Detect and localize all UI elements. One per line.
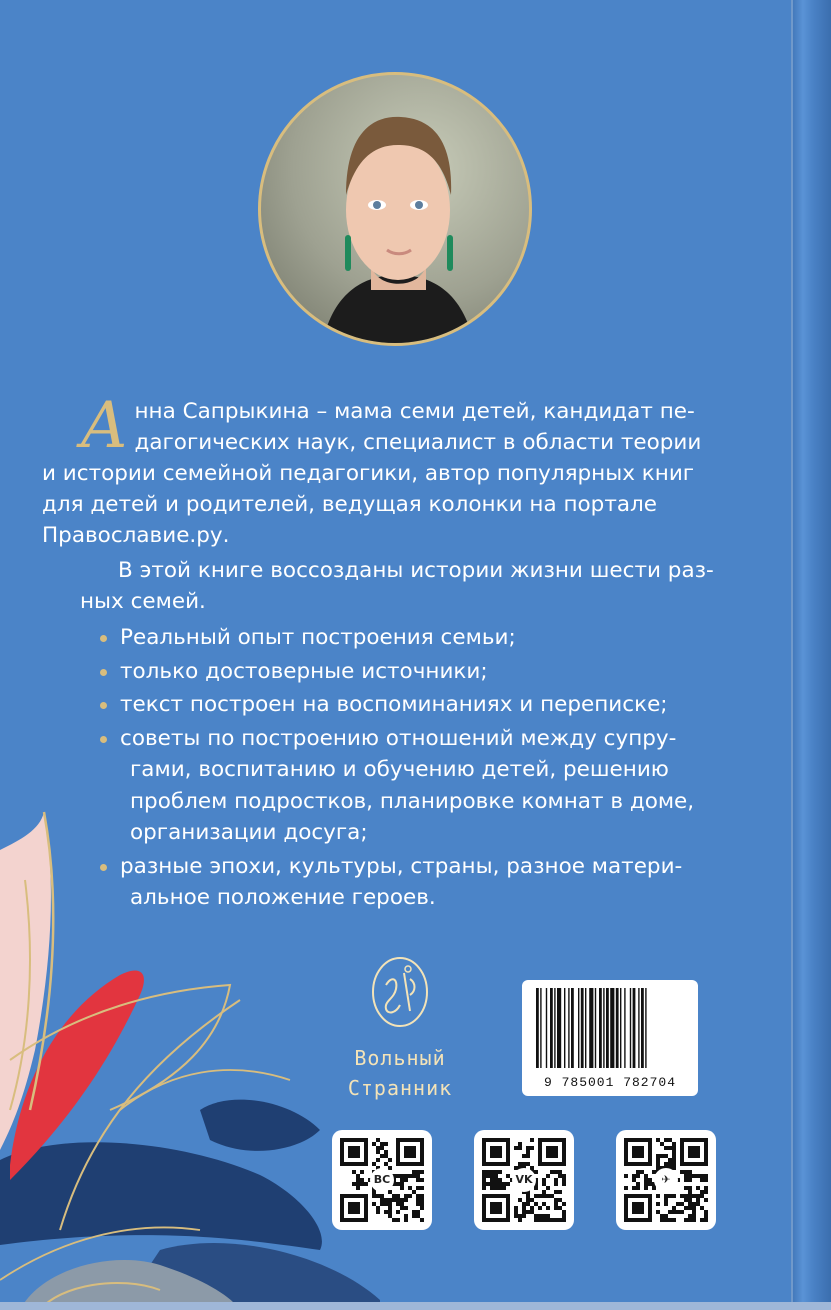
feature-line: проблем подростков, планировке комнат в доме, (130, 788, 695, 814)
feature-line: разные эпохи, культуры, страны, разное матери- (120, 853, 683, 879)
cover-bottom-edge (0, 1302, 831, 1310)
bio-line: дагогических наук, специалист в области теории (134, 430, 702, 455)
bullet-dot-icon (100, 635, 107, 642)
feature-line: организации досуга; (130, 820, 368, 845)
bio-line: нна Сапрыкина – мама семи детей, кандидат пе- (134, 399, 695, 424)
feature-line: гами, воспитанию и обучению детей, решению (130, 757, 669, 782)
telegram-icon: ✈ (654, 1168, 678, 1192)
bullet-dot-icon (100, 864, 107, 871)
bio-line: Православие.ру. (42, 523, 230, 548)
publisher-logo-icon: ВС (370, 1168, 394, 1192)
book-intro (80, 555, 720, 617)
book-spine (791, 0, 831, 1310)
feature-item (112, 656, 732, 688)
features-list (112, 622, 732, 916)
intro-line: ных семей. (80, 589, 206, 614)
feature-item (112, 622, 732, 654)
spine-edge (791, 0, 793, 1310)
feature-line: советы по построению отношений между супру- (120, 725, 677, 751)
feature-item (112, 723, 732, 849)
feature-line: альное положение героев. (130, 885, 436, 910)
navy-leaf-small (200, 1100, 320, 1151)
feature-line: текст построен на воспоминаниях и переписке; (120, 692, 668, 717)
author-portrait (258, 72, 532, 346)
feature-item (112, 689, 732, 721)
qr-code-vk[interactable] (474, 1130, 574, 1230)
bullet-dot-icon (100, 702, 107, 709)
feature-item (112, 851, 732, 914)
bio-line: для детей и родителей, ведущая колонки на портале (42, 492, 657, 517)
author-bio (42, 389, 720, 551)
publisher-name-line: Странник (347, 1076, 453, 1100)
publisher-name-line: Вольный (354, 1046, 446, 1070)
publisher-emblem-icon (370, 955, 430, 1029)
bullet-dot-icon (100, 736, 107, 743)
qr-code-publisher[interactable] (332, 1130, 432, 1230)
publisher-logo (335, 955, 465, 1103)
feature-line: только достоверные источники; (120, 658, 488, 684)
bio-dropcap: А (80, 389, 129, 463)
feature-line: Реальный опыт построения семьи; (120, 625, 516, 650)
vk-icon: VK (512, 1168, 536, 1192)
bio-line: и истории семейной педагогики, автор популярных книг (42, 461, 695, 486)
qr-code-telegram[interactable] (616, 1130, 716, 1230)
navy-leaf-large (0, 1142, 322, 1250)
intro-line: В этой книге воссозданы истории жизни шести раз- (118, 558, 714, 583)
bullet-dot-icon (100, 669, 107, 676)
isbn-barcode (522, 980, 698, 1096)
barcode-number: 9 785001 782704 (543, 1075, 677, 1090)
